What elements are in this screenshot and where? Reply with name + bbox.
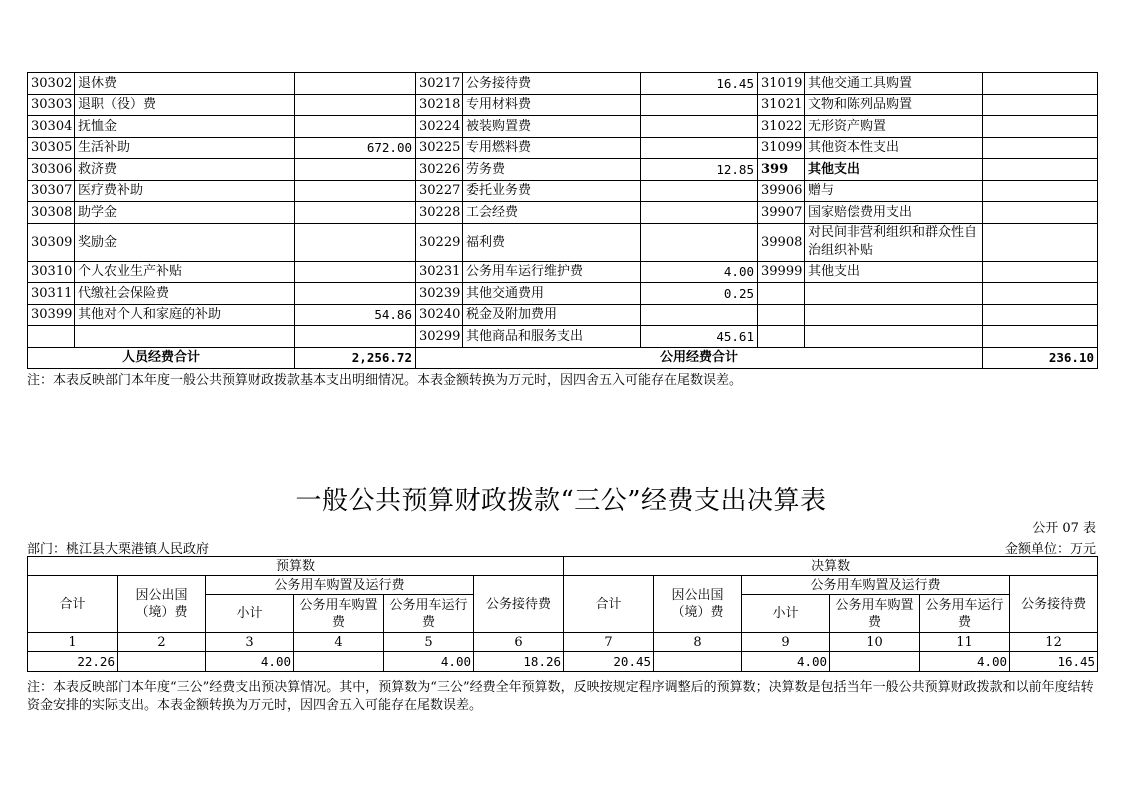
table-cell: 个人农业生产补贴 [75,261,295,283]
table-cell [75,326,295,348]
table-cell: 30308 [28,202,75,224]
budget-vehicle-group-header: 公务用车购置及运行费 [206,576,474,595]
table-cell: 助学金 [75,202,295,224]
table-row [28,180,1098,202]
budget-vehicle-purchase-line1: 公务用车购置 [299,597,378,613]
table-cell: 其他交通费用 [463,283,641,305]
table-cell: 39906 [758,180,805,202]
table-row [28,283,1098,305]
table-cell: 30224 [416,116,463,138]
table-cell: 赠与 [805,180,983,202]
table-cell [758,326,805,348]
final-abroad-line2: （境）费 [671,605,724,620]
column-number: 2 [118,633,206,652]
table-cell: 30310 [28,261,75,283]
final-abroad-line1: 因公出国 [671,588,724,603]
table-cell: 其他资本性支出 [805,137,983,159]
note-three-public-expenses: 注：本表反映部门本年度“三公”经费支出预决算情况。其中，预算数为“三公”经费全年预算数，反映按规定程序调整后的预算数；决算数是包括当年一般公共预算财政拨款和以前年度结转资金安排的实际支出。本表金额转换为万元时，因四舍五入可能存在尾数误差。 [27,680,1094,713]
table-cell [641,180,758,202]
budget-abroad-line1: 因公出国 [135,588,188,603]
table-cell: 30307 [28,180,75,202]
table-cell: 对民间非营利组织和群众性自治组织补贴 [805,223,983,261]
table-cell: 文物和陈列品购置 [805,94,983,116]
column-number: 5 [384,633,474,652]
final-header: 决算数 [564,557,1098,576]
table-cell [758,304,805,326]
value-cell: 4.00 [742,652,830,672]
final-vehicle-purchase-header [830,595,920,633]
table-cell: 39999 [758,261,805,283]
table-cell: 30311 [28,283,75,305]
table-cell [758,283,805,305]
value-cell [830,652,920,672]
table-cell: 其他商品和服务支出 [463,326,641,348]
public-total-value: 236.10 [983,347,1098,368]
table-cell [983,202,1098,224]
table-cell: 代缴社会保险费 [75,283,295,305]
table-cell: 30302 [28,73,75,95]
value-cell: 4.00 [206,652,294,672]
table-cell [983,73,1098,95]
table-cell [983,223,1098,261]
table-cell [295,73,416,95]
table-cell: 奖励金 [75,223,295,261]
table-cell: 30229 [416,223,463,261]
table-cell: 31022 [758,116,805,138]
table-cell [295,94,416,116]
value-cell: 4.00 [920,652,1010,672]
table-row [28,202,1098,224]
table-cell: 54.86 [295,304,416,326]
budget-vehicle-operation-header [384,595,474,633]
basic-expenditure-table [27,72,1098,369]
value-cell: 20.45 [564,652,654,672]
note-basic-expenditure: 注：本表反映部门本年度一般公共预算财政拨款基本支出明细情况。本表金额转换为万元时，因四舍五入可能存在尾数误差。 [27,373,743,388]
table-cell: 30227 [416,180,463,202]
table-cell: 30228 [416,202,463,224]
table-row [28,261,1098,283]
personnel-total-value: 2,256.72 [295,347,416,368]
table-cell: 劳务费 [463,159,641,181]
table-cell: 30231 [416,261,463,283]
table-cell: 公务接待费 [463,73,641,95]
table-cell [983,304,1098,326]
table-cell [641,223,758,261]
table-cell [983,94,1098,116]
final-vehicle-operation-line1: 公务用车运行 [925,597,1004,613]
value-cell [294,652,384,672]
budget-vehicle-operation-line2: 费 [421,614,435,630]
table-cell: 31019 [758,73,805,95]
table-cell [983,261,1098,283]
table-cell: 45.61 [641,326,758,348]
column-number: 10 [830,633,920,652]
table-cell: 31021 [758,94,805,116]
table-cell [295,116,416,138]
column-number: 9 [742,633,830,652]
table-cell [295,261,416,283]
table-cell [983,180,1098,202]
table-cell: 39907 [758,202,805,224]
final-vehicle-group-header: 公务用车购置及运行费 [742,576,1010,595]
table-row [28,223,1098,261]
table-cell: 12.85 [641,159,758,181]
table-cell [641,202,758,224]
final-subtotal-header: 小计 [742,595,830,633]
values-row [28,652,1098,672]
table-cell: 30306 [28,159,75,181]
table-cell [641,116,758,138]
table-cell: 30399 [28,304,75,326]
table-cell: 30304 [28,116,75,138]
table-cell: 30226 [416,159,463,181]
table-cell: 30305 [28,137,75,159]
table-cell [805,304,983,326]
personnel-total-label: 人员经费合计 [28,347,295,368]
table-cell: 30218 [416,94,463,116]
table-cell: 672.00 [295,137,416,159]
table-cell [641,94,758,116]
column-number: 3 [206,633,294,652]
final-total-header: 合计 [564,576,654,633]
column-number: 7 [564,633,654,652]
totals-row [28,347,1098,368]
column-number: 6 [474,633,564,652]
table-cell: 被装购置费 [463,116,641,138]
table-cell: 医疗费补助 [75,180,295,202]
column-number: 4 [294,633,384,652]
table-cell: 专用燃料费 [463,137,641,159]
table-cell: 税金及附加费用 [463,304,641,326]
department-label: 部门：桃江县大栗港镇人民政府 [27,542,210,557]
table-cell: 其他对个人和家庭的补助 [75,304,295,326]
table-cell: 国家赔偿费用支出 [805,202,983,224]
final-vehicle-operation-header [920,595,1010,633]
budget-vehicle-operation-line1: 公务用车运行 [389,597,468,613]
table-cell: 无形资产购置 [805,116,983,138]
table-cell: 16.45 [641,73,758,95]
value-cell [654,652,742,672]
budget-total-header: 合计 [28,576,118,633]
table-cell: 专用材料费 [463,94,641,116]
table-cell [983,283,1098,305]
table-cell: 399 [758,159,805,181]
table-row [28,94,1098,116]
value-cell [118,652,206,672]
column-number: 11 [920,633,1010,652]
table-cell [641,304,758,326]
column-number-row [28,633,1098,652]
table-row [28,116,1098,138]
table-cell: 31099 [758,137,805,159]
table-cell: 工会经费 [463,202,641,224]
final-abroad-header [654,576,742,633]
table-cell [295,326,416,348]
final-vehicle-purchase-line1: 公务用车购置 [835,597,914,613]
budget-reception-header: 公务接待费 [474,576,564,633]
table-cell: 0.25 [641,283,758,305]
value-cell: 16.45 [1010,652,1098,672]
column-number: 12 [1010,633,1098,652]
budget-abroad-line2: （境）费 [135,605,188,620]
budget-vehicle-purchase-line2: 费 [331,614,345,630]
table-cell: 委托业务费 [463,180,641,202]
value-cell: 18.26 [474,652,564,672]
value-cell: 4.00 [384,652,474,672]
final-vehicle-purchase-line2: 费 [868,614,882,630]
page-title: 一般公共预算财政拨款“三公”经费支出决算表 [295,486,827,516]
table-cell [295,202,416,224]
table-cell [295,283,416,305]
table-cell: 30240 [416,304,463,326]
table-cell: 公务用车运行维护费 [463,261,641,283]
table-cell [28,326,75,348]
table-cell [805,326,983,348]
final-reception-header: 公务接待费 [1010,576,1098,633]
table-cell [983,137,1098,159]
budget-header: 预算数 [28,557,564,576]
table-cell [983,159,1098,181]
table-cell [641,137,758,159]
table-cell: 39908 [758,223,805,261]
budget-subtotal-header: 小计 [206,595,294,633]
table-cell: 退职（役）费 [75,94,295,116]
header-row-2 [28,576,1098,595]
table-cell: 退休费 [75,73,295,95]
table-cell: 抚恤金 [75,116,295,138]
table-cell: 福利费 [463,223,641,261]
table-row [28,304,1098,326]
table-row [28,159,1098,181]
table-cell: 4.00 [641,261,758,283]
table-cell: 其他支出 [805,159,983,181]
table-cell [983,326,1098,348]
budget-abroad-header [118,576,206,633]
final-vehicle-operation-line2: 费 [958,614,972,630]
table-row [28,137,1098,159]
table-cell: 30217 [416,73,463,95]
header-row-1 [28,557,1098,576]
table-cell [295,159,416,181]
table-cell [983,116,1098,138]
table-code: 公开 07 表 [1032,521,1096,536]
table-cell: 救济费 [75,159,295,181]
table-cell: 30239 [416,283,463,305]
table-cell [295,180,416,202]
table-cell [805,283,983,305]
column-number: 8 [654,633,742,652]
table-cell: 生活补助 [75,137,295,159]
table-row [28,326,1098,348]
column-number: 1 [28,633,118,652]
table-cell: 其他交通工具购置 [805,73,983,95]
table-cell: 30299 [416,326,463,348]
amount-unit-label: 金额单位：万元 [1004,542,1096,557]
three-public-expenses-table [27,556,1098,672]
table-cell: 30309 [28,223,75,261]
public-total-label: 公用经费合计 [416,347,983,368]
table-cell [295,223,416,261]
table-row [28,73,1098,95]
value-cell: 22.26 [28,652,118,672]
budget-vehicle-purchase-header [294,595,384,633]
table-cell: 30225 [416,137,463,159]
table-cell: 其他支出 [805,261,983,283]
table-cell: 30303 [28,94,75,116]
